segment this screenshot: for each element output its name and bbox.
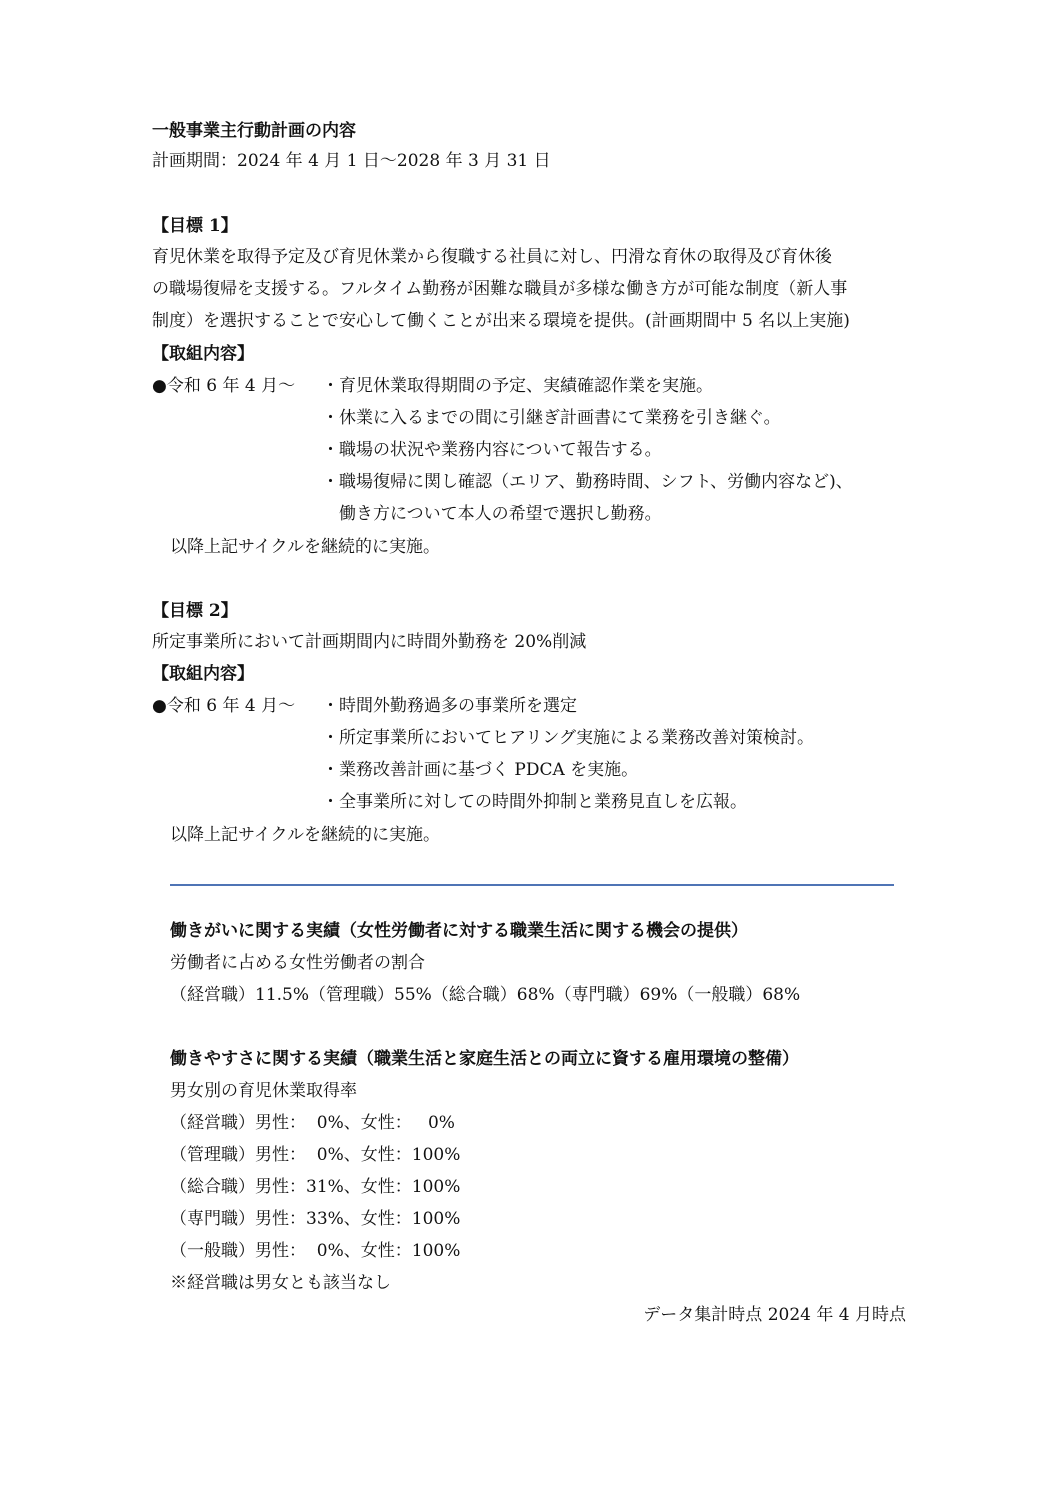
goal1-item: ・職場の状況や業務内容について報告する。 xyxy=(322,440,662,460)
goal1-item: ・職場復帰に関し確認（エリア、勤務時間、シフト、労働内容など)、 xyxy=(322,472,853,492)
results2-note: ※経営職は男女とも該当なし xyxy=(170,1273,391,1293)
goal1-item: 働き方について本人の希望で選択し勤務。 xyxy=(322,504,662,524)
results2-row: （経営職）男性： 0%、女性： 0% xyxy=(170,1113,455,1133)
results2-row: （一般職）男性： 0%、女性：100% xyxy=(170,1241,461,1261)
results1-heading: 働きがいに関する実績（女性労働者に対する職業生活に関する機会の提供） xyxy=(170,921,748,941)
results2-row: （総合職）男性：31%、女性：100% xyxy=(170,1177,461,1197)
plan-title: 一般事業主行動計画の内容 xyxy=(152,121,356,141)
goal1-start: ●令和 6 年 4 月～ xyxy=(152,376,296,396)
goal2-start: ●令和 6 年 4 月～ xyxy=(152,696,296,716)
goal2-actions-heading: 【取組内容】 xyxy=(152,664,254,684)
results2-subheading: 男女別の育児休業取得率 xyxy=(170,1081,357,1101)
goal2-item: ・所定事業所においてヒアリング実施による業務改善対策検討。 xyxy=(322,728,814,748)
goal1-desc-line: 育児休業を取得予定及び育児休業から復職する社員に対し、円滑な育休の取得及び育休後 xyxy=(152,247,832,267)
goal1-item: ・育児休業取得期間の予定、実績確認作業を実施。 xyxy=(322,376,713,396)
goal2-heading: 【目標 2】 xyxy=(152,601,238,621)
results2-row: （専門職）男性：33%、女性：100% xyxy=(170,1209,461,1229)
data-timestamp: データ集計時点 2024 年 4 月時点 xyxy=(643,1305,906,1325)
goal2-desc: 所定事業所において計画期間内に時間外勤務を 20%削減 xyxy=(152,632,587,652)
goal1-cycle: 以降上記サイクルを継続的に実施。 xyxy=(170,537,440,557)
goal2-item: ・全事業所に対しての時間外抑制と業務見直しを広報。 xyxy=(322,792,747,812)
section-divider xyxy=(170,884,894,886)
goal2-cycle: 以降上記サイクルを継続的に実施。 xyxy=(170,825,440,845)
goal1-desc-line: 制度）を選択することで安心して働くことが出来る環境を提供。(計画期間中 5 名以上実施) xyxy=(152,311,850,331)
goal1-desc-line: の職場復帰を支援する。フルタイム勤務が困難な職員が多様な働き方が可能な制度（新人事 xyxy=(152,279,848,299)
goal1-actions-heading: 【取組内容】 xyxy=(152,344,254,364)
goal1-heading: 【目標 1】 xyxy=(152,216,238,236)
plan-period: 計画期間：2024 年 4 月 1 日～2028 年 3 月 31 日 xyxy=(152,151,551,171)
goal2-item: ・時間外勤務過多の事業所を選定 xyxy=(322,696,577,716)
results1-values: （経営職）11.5%（管理職）55%（総合職）68%（専門職）69%（一般職）68% xyxy=(170,985,801,1005)
results2-row: （管理職）男性： 0%、女性：100% xyxy=(170,1145,461,1165)
goal1-item: ・休業に入るまでの間に引継ぎ計画書にて業務を引き継ぐ。 xyxy=(322,408,781,428)
results2-heading: 働きやすさに関する実績（職業生活と家庭生活との両立に資する雇用環境の整備） xyxy=(170,1049,799,1069)
goal2-item: ・業務改善計画に基づく PDCA を実施。 xyxy=(322,760,639,780)
results1-subheading: 労働者に占める女性労働者の割合 xyxy=(170,953,425,973)
